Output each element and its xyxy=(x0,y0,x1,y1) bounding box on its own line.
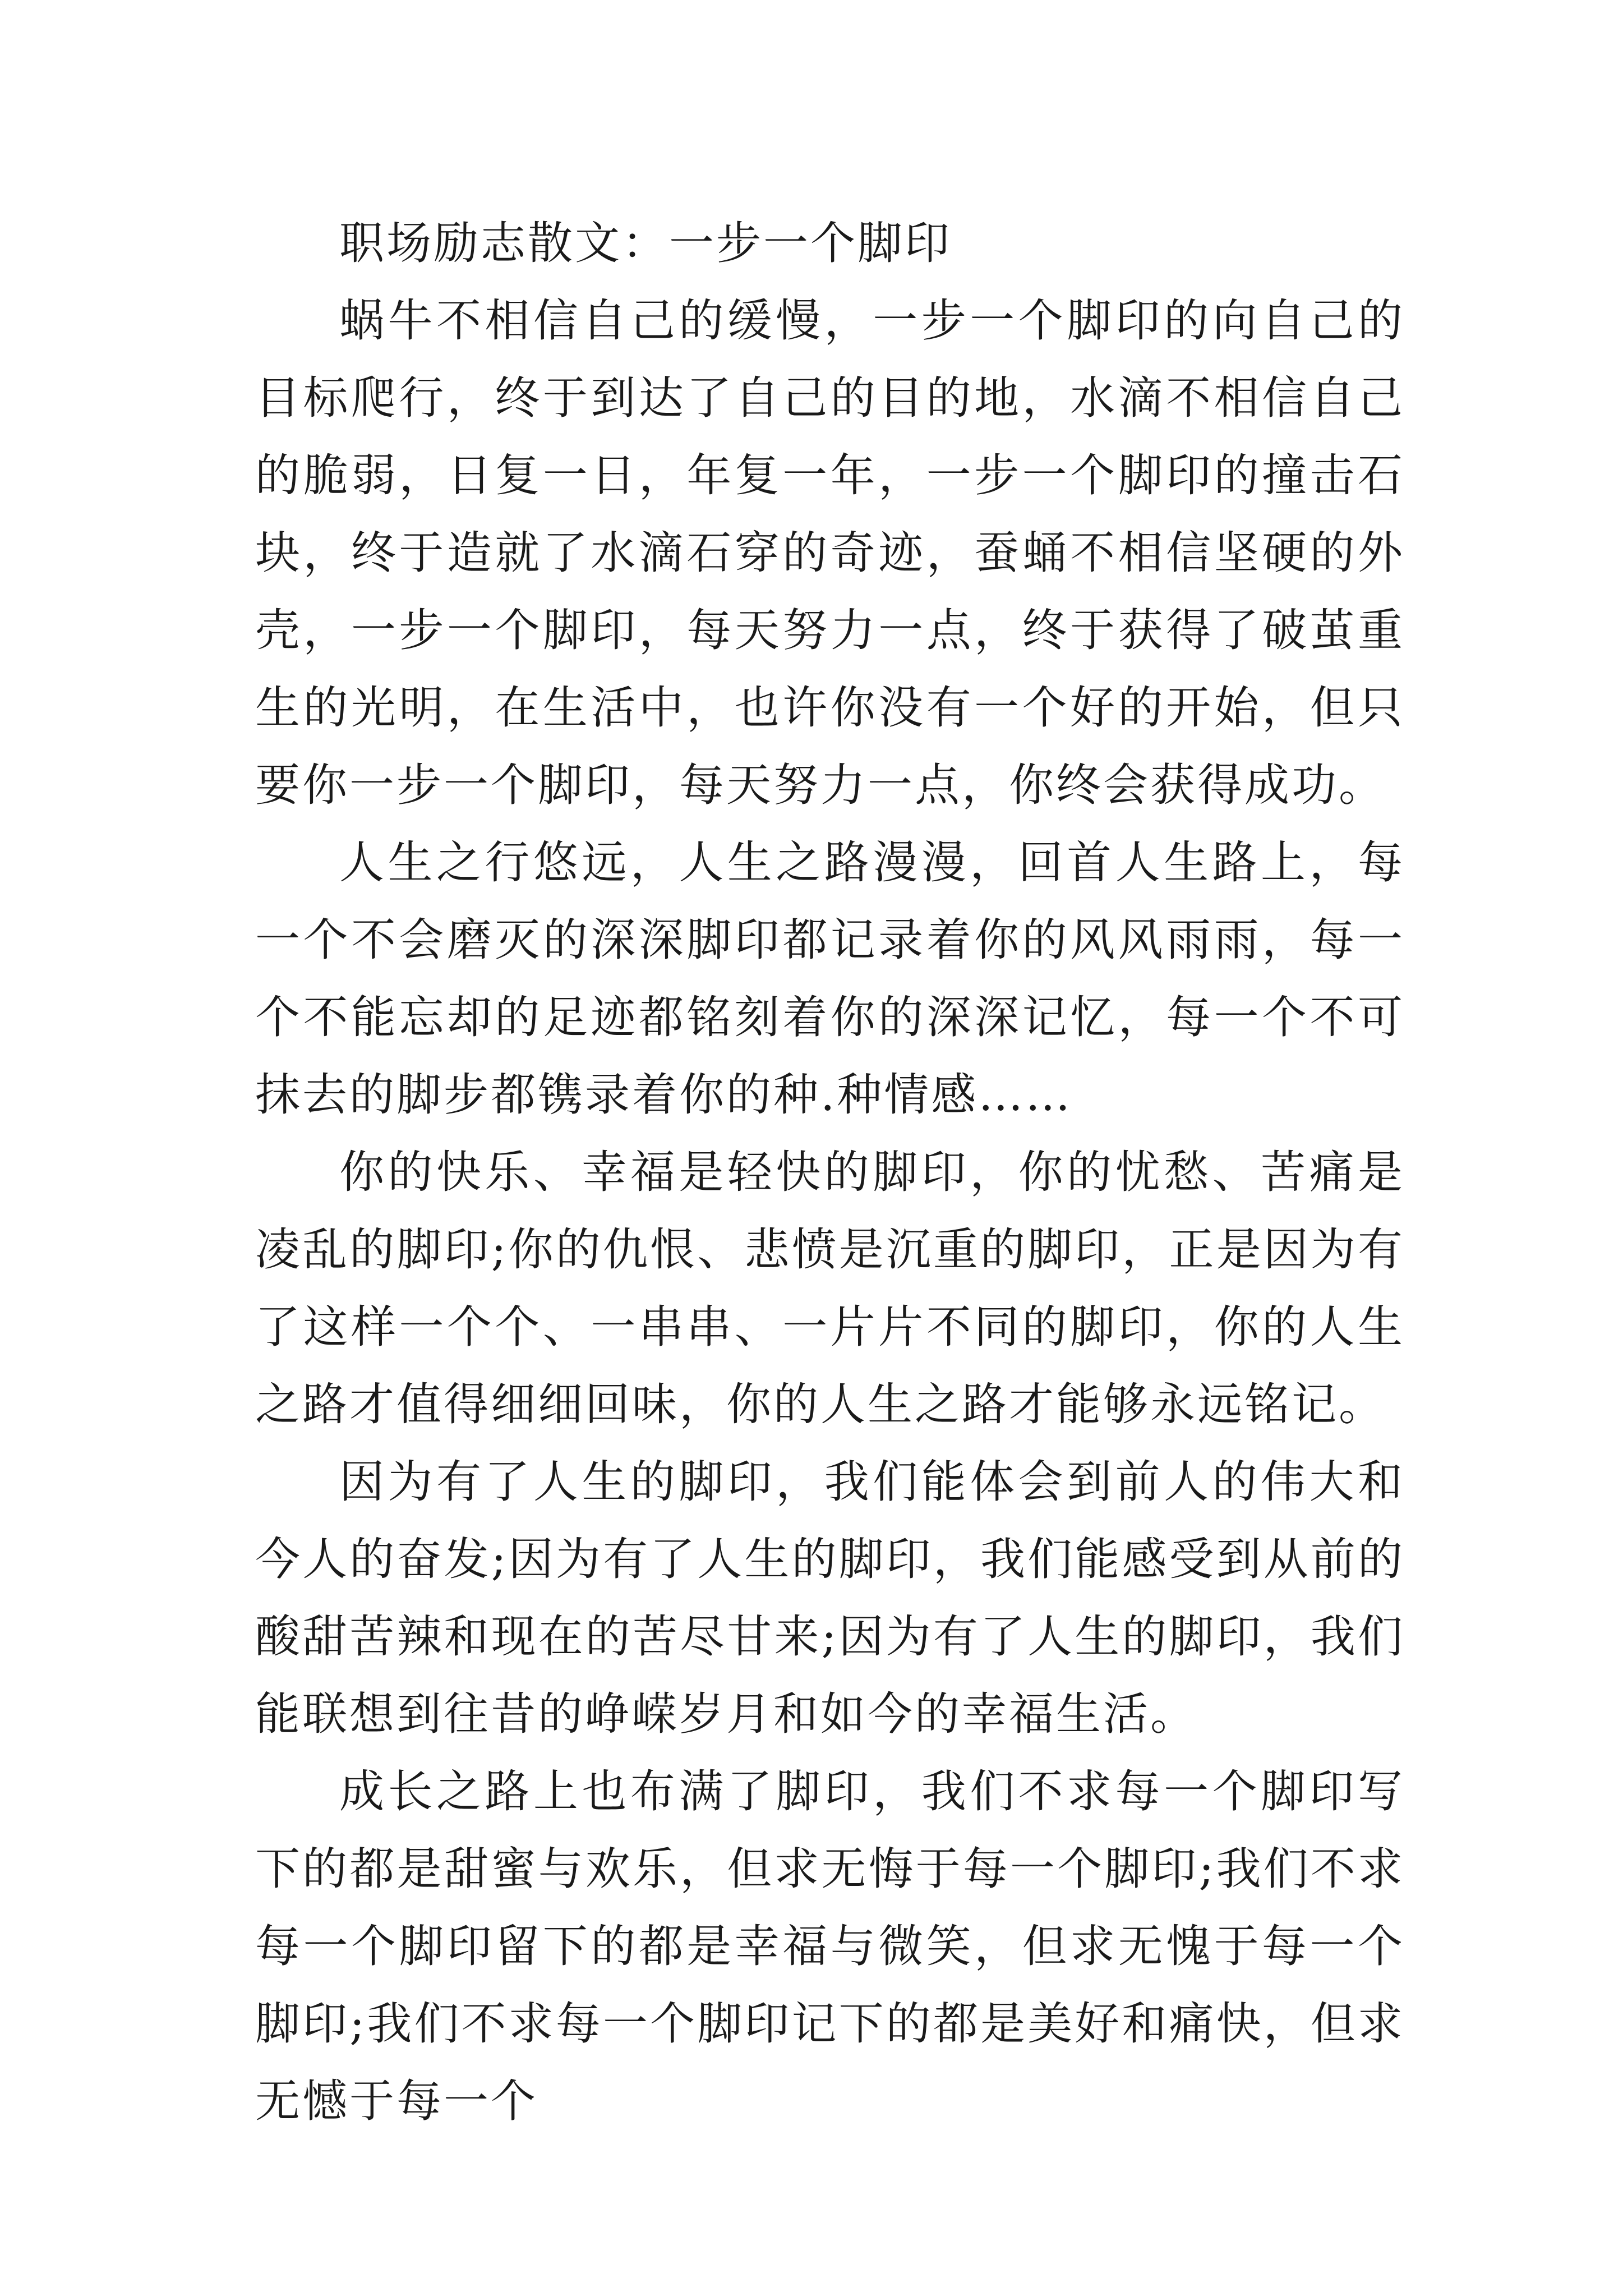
paragraph-snail: 蜗牛不相信自己的缓慢，一步一个脚印的向自己的目标爬行，终于到达了自己的目的地，水滴不相信自己的脆弱，日复一日，年复一年，一步一个脚印的撞击石块，终于造就了水滴石穿的奇迹，蚕蛹不相信坚硬的外壳，一步一个脚印，每天努力一点，终于获得了破茧重生的光明，在生活中，也许你没有一个好的开始，但只要你一步一个脚印，每天努力一点，你终会获得成功。 xyxy=(255,295,1405,811)
document-title: 职场励志散文：一步一个脚印 xyxy=(339,217,952,269)
paragraph-emotions: 你的快乐、幸福是轻快的脚印，你的忧愁、苦痛是凌乱的脚印;你的仇恨、悲愤是沉重的脚印，正是因为有了这样一个个、一串串、一片片不同的脚印，你的人生之路才值得细细回味，你的人生之路才能够永远铭记。 xyxy=(255,1146,1405,1430)
paragraph-life-road: 人生之行悠远，人生之路漫漫，回首人生路上，每一个不会磨灭的深深脚印都记录着你的风风雨雨，每一个不能忘却的足迹都铭刻着你的深深记忆，每一个不可抹去的脚步都镌录着你的种.种情感…… xyxy=(255,836,1405,1121)
document-body xyxy=(255,205,1405,2140)
paragraph-growth-road: 成长之路上也布满了脚印，我们不求每一个脚印写下的都是甜蜜与欢乐，但求无悔于每一个脚印;我们不求每一个脚印留下的都是幸福与微笑，但求无愧于每一个脚印;我们不求每一个脚印记下的都是美好和痛快，但求无憾于每一个 xyxy=(255,1765,1405,2127)
paragraph-footprints-meaning: 因为有了人生的脚印，我们能体会到前人的伟大和今人的奋发;因为有了人生的脚印，我们能感受到从前的酸甜苦辣和现在的苦尽甘来;因为有了人生的脚印，我们能联想到往昔的峥嵘岁月和如今的幸福生活。 xyxy=(255,1456,1405,1740)
